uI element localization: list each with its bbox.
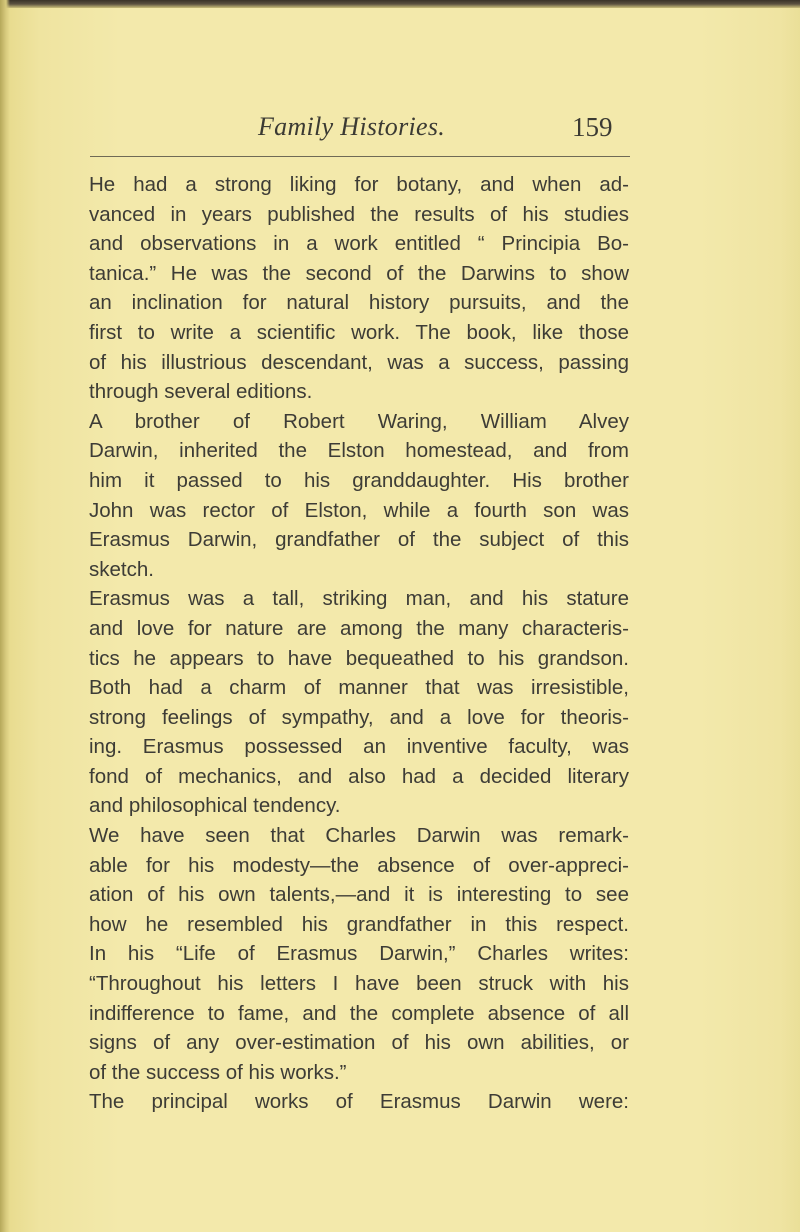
body-text [89, 170, 629, 1117]
text-line: him it passed to his granddaughter. His brother [89, 468, 629, 492]
text-line: In his “Life of Erasmus Darwin,” Charles writes: [89, 942, 629, 966]
text-line: A brother of Robert Waring, William Alvey [89, 409, 629, 433]
text-line: an inclination for natural history pursuits, and the [89, 291, 629, 315]
text-line: The principal works of Erasmus Darwin were: [89, 1090, 629, 1114]
text-line: sketch. [89, 557, 154, 581]
text-line: able for his modesty—the absence of over-appreci- [89, 853, 629, 877]
text-line: tanica.” He was the second of the Darwins to show [89, 261, 629, 285]
text-line: ation of his own talents,—and it is interesting to see [89, 883, 629, 907]
page-top-edge [0, 0, 800, 8]
text-line: Erasmus Darwin, grandfather of the subject of this [89, 528, 629, 552]
text-line: tics he appears to have bequeathed to his grandson. [89, 646, 629, 670]
text-line: indifference to fame, and the complete absence of all [89, 1001, 629, 1025]
text-line: of his illustrious descendant, was a success, passing [89, 350, 629, 374]
text-line: and love for nature are among the many characteris- [89, 616, 629, 640]
text-line: first to write a scientific work. The book, like those [89, 320, 629, 344]
text-line: and philosophical tendency. [89, 794, 341, 818]
text-line: through several editions. [89, 380, 313, 404]
running-head [90, 108, 630, 158]
text-line: fond of mechanics, and also had a decided literary [89, 764, 629, 788]
text-line: signs of any over-estimation of his own abilities, or [89, 1031, 629, 1055]
text-line: how he resembled his grandfather in this respect. [89, 912, 629, 936]
text-line: Darwin, inherited the Elston homestead, and from [89, 439, 629, 463]
text-line: John was rector of Elston, while a fourth son was [89, 498, 629, 522]
text-line: and observations in a work entitled “ Principia Bo- [89, 232, 629, 256]
page-left-edge [0, 0, 10, 1232]
text-line: We have seen that Charles Darwin was remark- [89, 824, 629, 848]
text-line: vanced in years published the results of his studies [89, 202, 629, 226]
text-line: “Throughout his letters I have been struck with his [89, 972, 629, 996]
text-line: of the success of his works.” [89, 1060, 347, 1084]
text-line: Erasmus was a tall, striking man, and his stature [89, 587, 629, 611]
text-line: ing. Erasmus possessed an inventive faculty, was [89, 735, 629, 759]
running-title: Family Histories. [258, 112, 446, 141]
text-line: Both had a charm of manner that was irresistible, [89, 676, 629, 700]
header-rule [90, 156, 630, 157]
text-line: strong feelings of sympathy, and a love for theoris- [89, 705, 629, 729]
page-number: 159 [572, 112, 613, 142]
text-line: He had a strong liking for botany, and when ad- [89, 173, 629, 196]
